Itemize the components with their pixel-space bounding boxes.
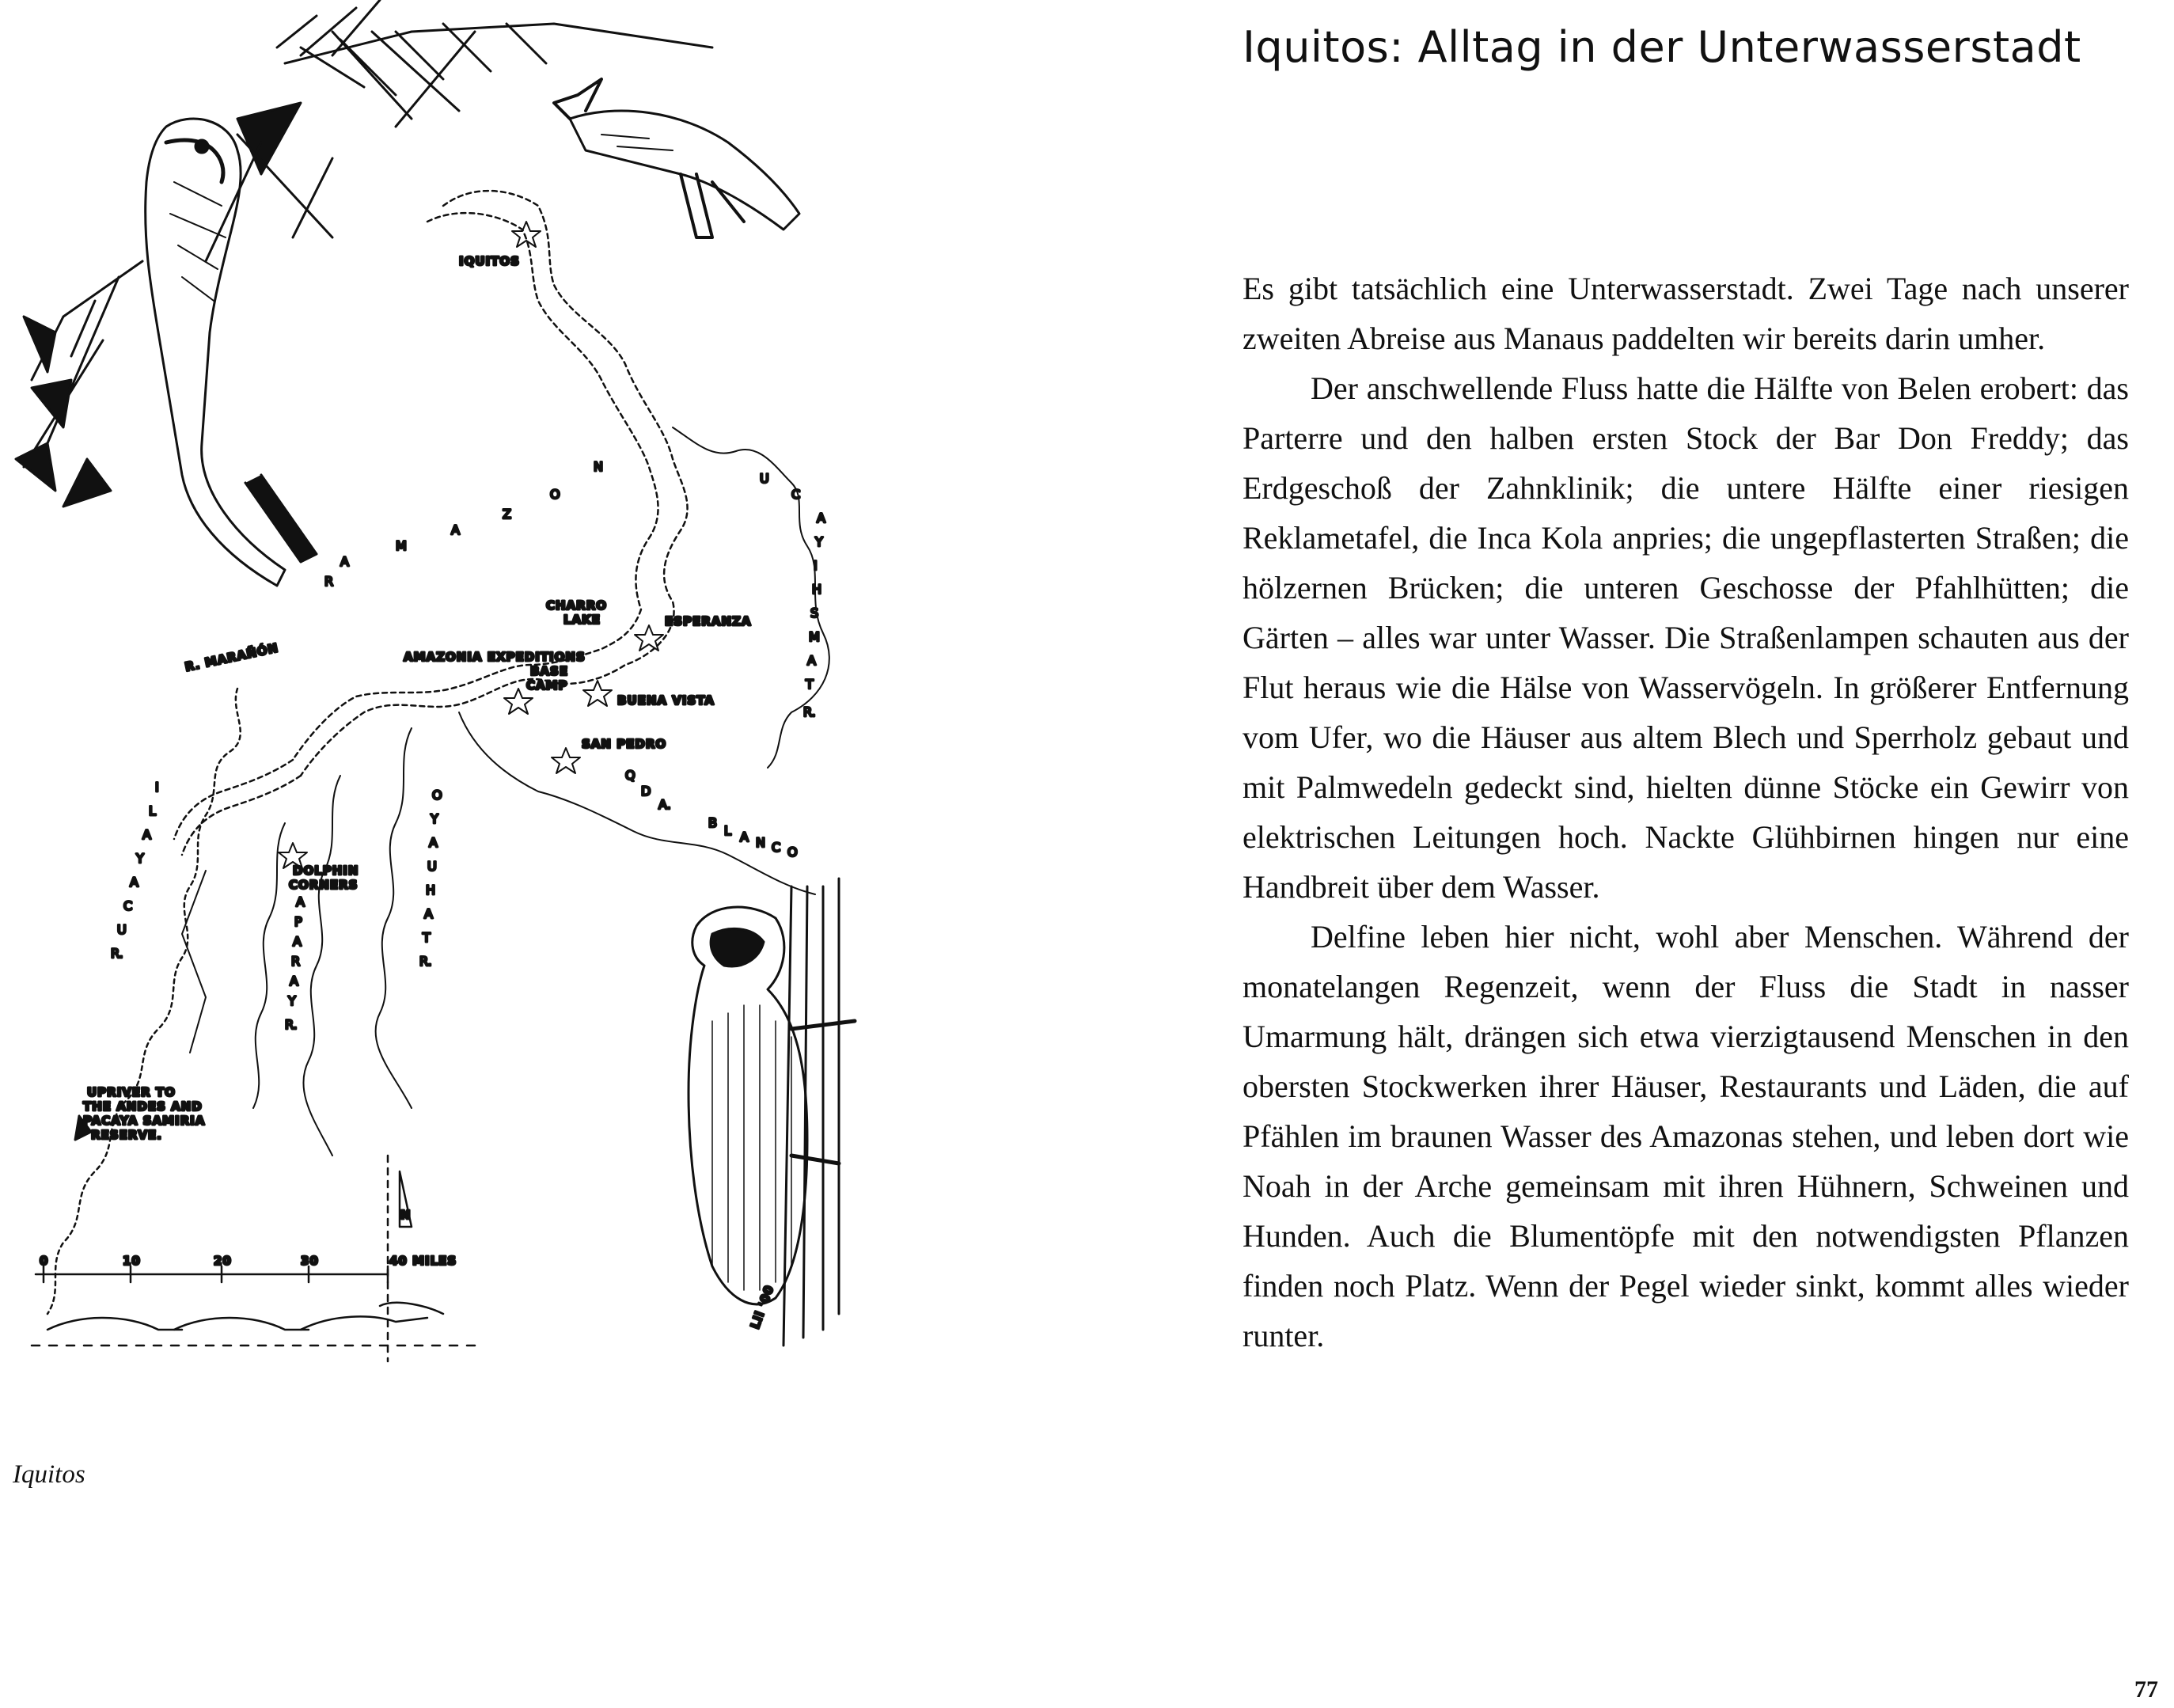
scale-label-40-miles: 40 MILES: [389, 1254, 457, 1268]
svg-text:A: A: [429, 835, 438, 850]
svg-text:I: I: [814, 558, 818, 573]
svg-text:U: U: [427, 859, 437, 874]
label-dolphin-1: DOLPHIN: [293, 863, 359, 878]
sloth-drawing: [689, 879, 855, 1346]
label-amazonia-3: CAMP: [526, 678, 568, 693]
ucayali-river: [47, 689, 241, 1314]
river-ucayali-label: [111, 780, 159, 961]
label-charro-2: LAKE: [563, 613, 601, 627]
svg-text:D: D: [641, 784, 651, 799]
svg-text:R: R: [291, 954, 301, 969]
svg-text:Q: Q: [625, 768, 636, 783]
svg-text:A: A: [293, 934, 302, 949]
label-upriver-2: THE ANDES AND: [83, 1099, 203, 1114]
svg-text:H: H: [812, 582, 822, 597]
svg-text:O: O: [787, 845, 798, 860]
river-tahuayo-label: [419, 788, 442, 969]
page-number: 77: [2134, 1676, 2158, 1702]
leaves-drawing: [206, 0, 712, 261]
svg-text:T: T: [806, 677, 814, 692]
label-esperanza: ESPERANZA: [665, 614, 752, 628]
svg-text:T: T: [423, 930, 431, 945]
artist-signature: Lil '00: [747, 1283, 777, 1331]
paragraph-2: Der anschwellende Fluss hatte die Hälfte von Belen erobert: das Parterre und den halben ersten Stock der Bar Don Freddy; das Erdgeschoß der Zahnklinik; die untere Hälfte einer riesigen Reklametafel, die Inca Kola anpries; die ungepflasterten Straßen; die hölzernen Brücken; die unteren Geschosse der Pfahlhütten; die Gärten – alles war unter Wasser. Die Straßenlampen schauten aus der Flut heraus wie die Hälse von Wasservögeln. In größerer Entfernung vom Ufer, wo die Häuser aus altem Blech und Sperrholz gebaut und mit Palmwedeln gedeckt sind, hielten dünne Stöcke ein Gewirr von elektrischen Leitungen hoch. Nackte Glühbirnen hingen nur eine Handbreit über dem Wasser.: [1243, 370, 2129, 905]
svg-text:O: O: [550, 487, 560, 502]
label-dolphin-2: CORNERS: [289, 878, 359, 892]
chapter-title: Iquitos: Alltag in der Unterwasserstadt: [1243, 22, 2081, 72]
label-amazonia-2: BASE: [530, 664, 569, 678]
svg-text:S: S: [810, 605, 819, 621]
svg-text:Y: Y: [288, 993, 296, 1008]
right-page: [1140, 0, 2174, 1708]
label-iquitos: IQUITOS: [459, 254, 520, 268]
label-upriver-1: UPRIVER TO: [87, 1085, 176, 1099]
svg-text:B: B: [708, 815, 717, 830]
svg-text:A: A: [424, 906, 433, 921]
svg-text:R.: R.: [111, 946, 123, 961]
scale-label-0: 0: [40, 1254, 49, 1268]
scale-label-20: 20: [214, 1254, 232, 1268]
river-tamshiyacu-label: [760, 471, 825, 719]
svg-text:P: P: [294, 914, 302, 929]
amazon-river: [174, 191, 688, 855]
figure-caption: Iquitos: [13, 1460, 85, 1489]
scale-label-10: 10: [123, 1254, 141, 1268]
dolphins-drawing: [32, 1303, 475, 1346]
svg-text:M: M: [396, 538, 407, 553]
svg-text:A: A: [340, 554, 349, 569]
bird-drawing: [554, 79, 799, 237]
svg-text:I: I: [155, 780, 159, 795]
svg-text:A: A: [807, 653, 816, 668]
parrot-drawing: [16, 119, 317, 586]
svg-text:A: A: [740, 829, 749, 845]
svg-text:Z: Z: [503, 507, 511, 522]
svg-text:M: M: [809, 629, 820, 644]
body-text: [1243, 264, 2129, 1361]
river-amazon-label: [324, 459, 603, 589]
svg-text:C: C: [791, 487, 801, 502]
svg-text:A: A: [290, 974, 298, 989]
label-upriver-3: PACAYA SAMIRIA: [83, 1114, 206, 1128]
svg-text:H: H: [426, 882, 436, 898]
label-upriver-4: RESERVE.: [91, 1128, 162, 1142]
svg-text:N: N: [756, 835, 765, 850]
svg-text:Y: Y: [431, 811, 438, 826]
svg-text:R.: R.: [803, 704, 816, 719]
label-buena-vista: BUENA VISTA: [617, 693, 715, 708]
label-charro-1: CHARRO: [546, 598, 608, 613]
svg-text:N: N: [594, 459, 603, 474]
svg-text:L: L: [724, 823, 731, 838]
svg-text:A: A: [130, 875, 138, 890]
north-arrow-label: N: [400, 1208, 412, 1222]
tributaries: [182, 427, 829, 1156]
svg-text:L: L: [149, 803, 156, 818]
svg-text:C: C: [123, 898, 133, 913]
svg-text:U: U: [117, 922, 127, 937]
svg-text:R.: R.: [419, 954, 432, 969]
label-san-pedro: SAN PEDRO: [582, 737, 667, 751]
scale-label-30: 30: [301, 1254, 319, 1268]
svg-text:R.: R.: [285, 1017, 298, 1032]
svg-text:O: O: [432, 788, 442, 803]
label-amazonia-1: AMAZONIA EXPEDITIONS: [404, 650, 586, 664]
svg-text:R: R: [324, 574, 334, 589]
svg-text:A: A: [142, 827, 151, 842]
svg-text:Y: Y: [136, 851, 144, 866]
location-stars: [279, 222, 663, 868]
svg-text:A: A: [296, 894, 305, 909]
svg-text:Y: Y: [815, 534, 823, 549]
iquitos-map-illustration: [0, 0, 871, 1425]
svg-text:A: A: [817, 511, 825, 526]
paragraph-3: Delfine leben hier nicht, wohl aber Menschen. Während der monatelangen Regenzeit, wenn der Fluss die Stadt in nasser Umarmung hält, drängen sich etwa vierzigtausend Menschen in den obersten Stockwerken ihrer Häuser, Restaurants und Läden, die auf Pfählen im braunen Wasser des Amazonas stehen, und leben dort wie Noah in der Arche gemeinsam mit ihren Hühnern, Schweinen und Hunden. Auch die Blumentöpfe mit den notwendigsten Pflanzen finden noch Platz. Wenn der Pegel wieder sinkt, kommt alles wieder runter.: [1243, 919, 2129, 1353]
river-blanco-label: [625, 768, 798, 860]
svg-text:C: C: [772, 840, 781, 855]
river-yarapa-label: [285, 894, 305, 1032]
paragraph-1: Es gibt tatsächlich eine Unterwasserstadt. Zwei Tage nach unserer zweiten Abreise aus Manaus paddelten wir bereits darin umher.: [1243, 271, 2129, 356]
label-r-maranon: R. MARAÑÓN: [184, 640, 280, 674]
svg-text:A: A: [451, 522, 460, 537]
svg-text:U: U: [760, 471, 769, 486]
svg-text:A.: A.: [658, 797, 671, 812]
